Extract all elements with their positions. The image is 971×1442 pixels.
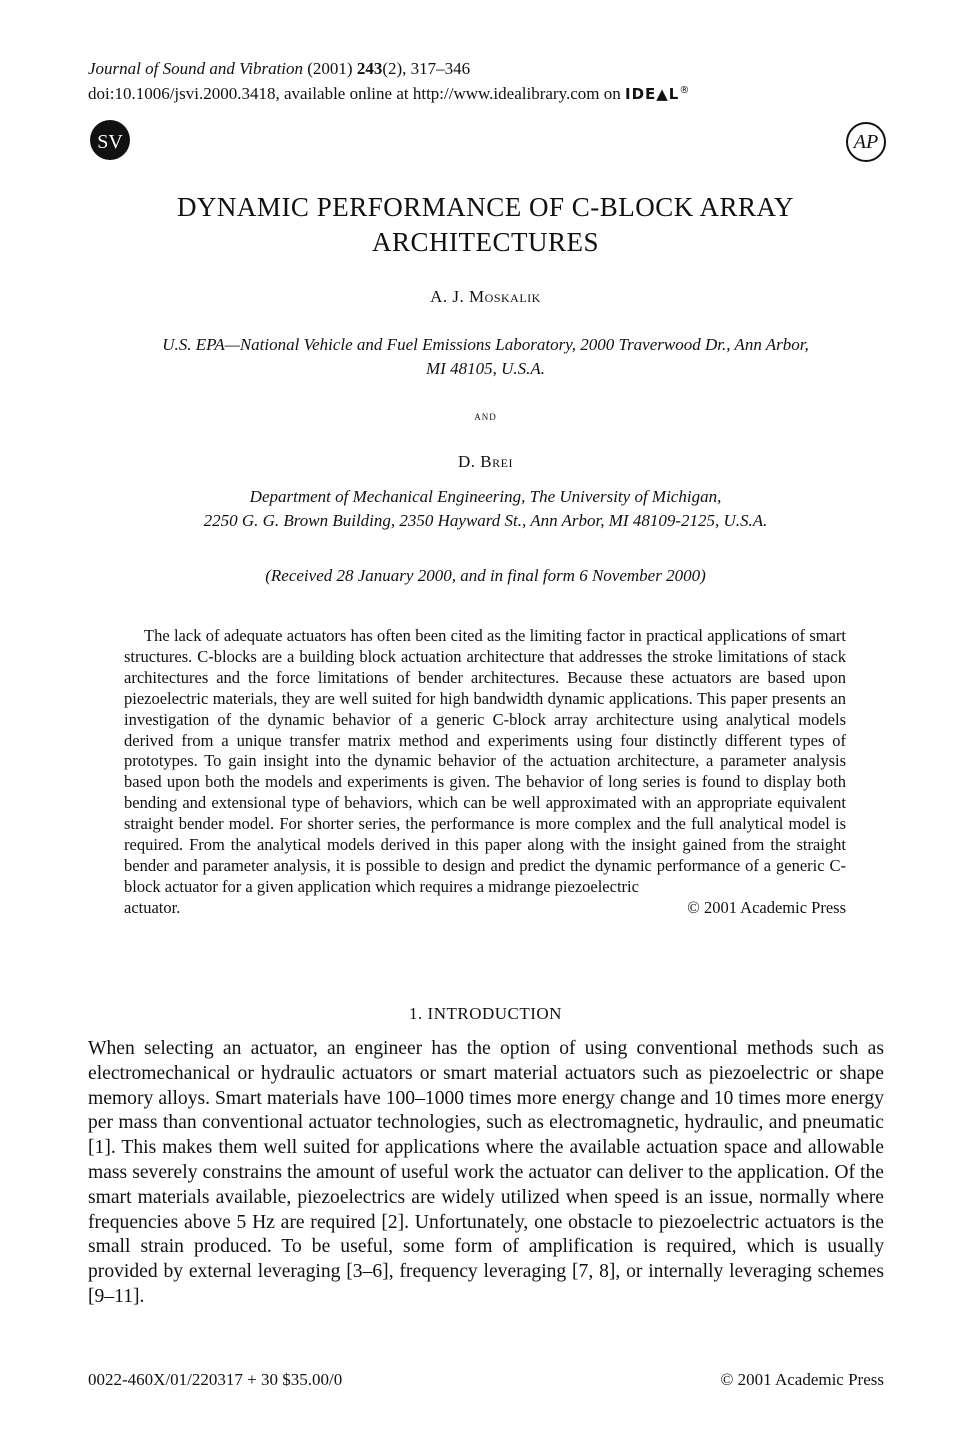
paper-title [0, 190, 971, 260]
ideal-logo: IDE▲L® [624, 85, 691, 103]
abstract-text: The lack of adequate actuators has often been cited as the limiting factor in practical applications of smart structures. C-blocks are a building block actuation architecture that addresses the stroke limitations of stack architectures and the force limitations of bender architectures. Because these actuators are based upon piezoelectric materials, they are well suited for high bandwidth dynamic applications. This paper presents an investigation of the dynamic behavior of a generic C-block array architecture using analytical models derived from a unique transfer matrix method and experiments using four distinctly different types of prototypes. To gain insight into the dynamic behavior of the actuation architecture, a parameter analysis based upon both the models and experiments is given. The behavior of long series is found to display both bending and extensional type of behaviors, which can be well approximated with an appropriate equivalent straight bender model. For shorter series, the performance is more complex and the full analytical model is required. From the analytical models derived in this paper along with the insight gained from the straight bender and parameter analysis, it is possible to design and predict the dynamic performance of a generic C-block actuator for a given application which requires a midrange piezoelectric [124, 626, 846, 896]
affiliation-2-line-2: 2250 G. G. Brown Building, 2350 Hayward St., Ann Arbor, MI 48109-2125, U.S.A. [203, 511, 768, 530]
affiliation-2-line-1: Department of Mechanical Engineering, The University of Michigan, [249, 487, 722, 506]
author-1: A. J. Moskalik [430, 287, 541, 306]
doi-line [88, 80, 690, 105]
abstract-last-word: actuator. [124, 897, 181, 917]
section-heading: 1. INTRODUCTION [409, 1004, 562, 1023]
doi-text: doi:10.1006/jsvi.2000.3418, available online at http://www.idealibrary.com on [88, 84, 621, 103]
affiliation-1 [0, 333, 971, 381]
journal-volume: 243 [356, 59, 383, 78]
and-separator: and [474, 408, 497, 423]
affiliation-1-line-2: MI 48105, U.S.A. [426, 359, 545, 378]
abstract [124, 626, 846, 919]
citation-line [88, 58, 690, 80]
ap-logo: AP [846, 122, 886, 162]
affiliation-2 [0, 485, 971, 533]
received-dates: (Received 28 January 2000, and in final form 6 November 2000) [265, 566, 706, 585]
journal-name: Journal of Sound and Vibration [88, 59, 304, 78]
footer-copyright: © 2001 Academic Press [720, 1370, 884, 1389]
affiliation-1-line-1: U.S. EPA—National Vehicle and Fuel Emissions Laboratory, 2000 Traverwood Dr., Ann Arbor, [162, 335, 809, 354]
introduction-paragraph: When selecting an actuator, an engineer has the option of using conventional methods such as electromechanical or hydraulic actuators or smart material actuators such as piezoelectric or shape memory alloys. Smart materials have 100–1000 times more energy change and 10 times more energy per mass than conventional actuator technologies, such as electromagnetic, hydraulic, and pneumatic [1]. This makes them well suited for applications where the available actuation space and allowable mass severely constrains the amount of useful work the actuator can deliver to the application. Of the smart materials available, piezoelectrics are widely utilized when speed is an issue, normally where frequencies above 5 Hz are required [2]. Unfortunately, one obstacle to piezoelectric actuators is the small strain produced. To be useful, some form of amplification is required, which is usually provided by external leveraging [3–6], frequency leveraging [7, 8], or internally leveraging schemes [9–11]. [88, 1038, 884, 1307]
abstract-copyright: © 2001 Academic Press [687, 897, 846, 917]
abstract-last-line [124, 898, 846, 919]
title-line-2: ARCHITECTURES [371, 227, 599, 257]
title-line-1: DYNAMIC PERFORMANCE OF C-BLOCK ARRAY [176, 192, 795, 222]
journal-year: (2001) [307, 59, 353, 78]
journal-issue-pages: (2), 317–346 [382, 59, 471, 78]
sv-logo: SV [90, 120, 130, 160]
journal-header [88, 58, 690, 105]
footer-issn: 0022-460X/01/220317 + 30 $35.00/0 [88, 1370, 343, 1389]
author-2: D. Brei [458, 452, 513, 471]
